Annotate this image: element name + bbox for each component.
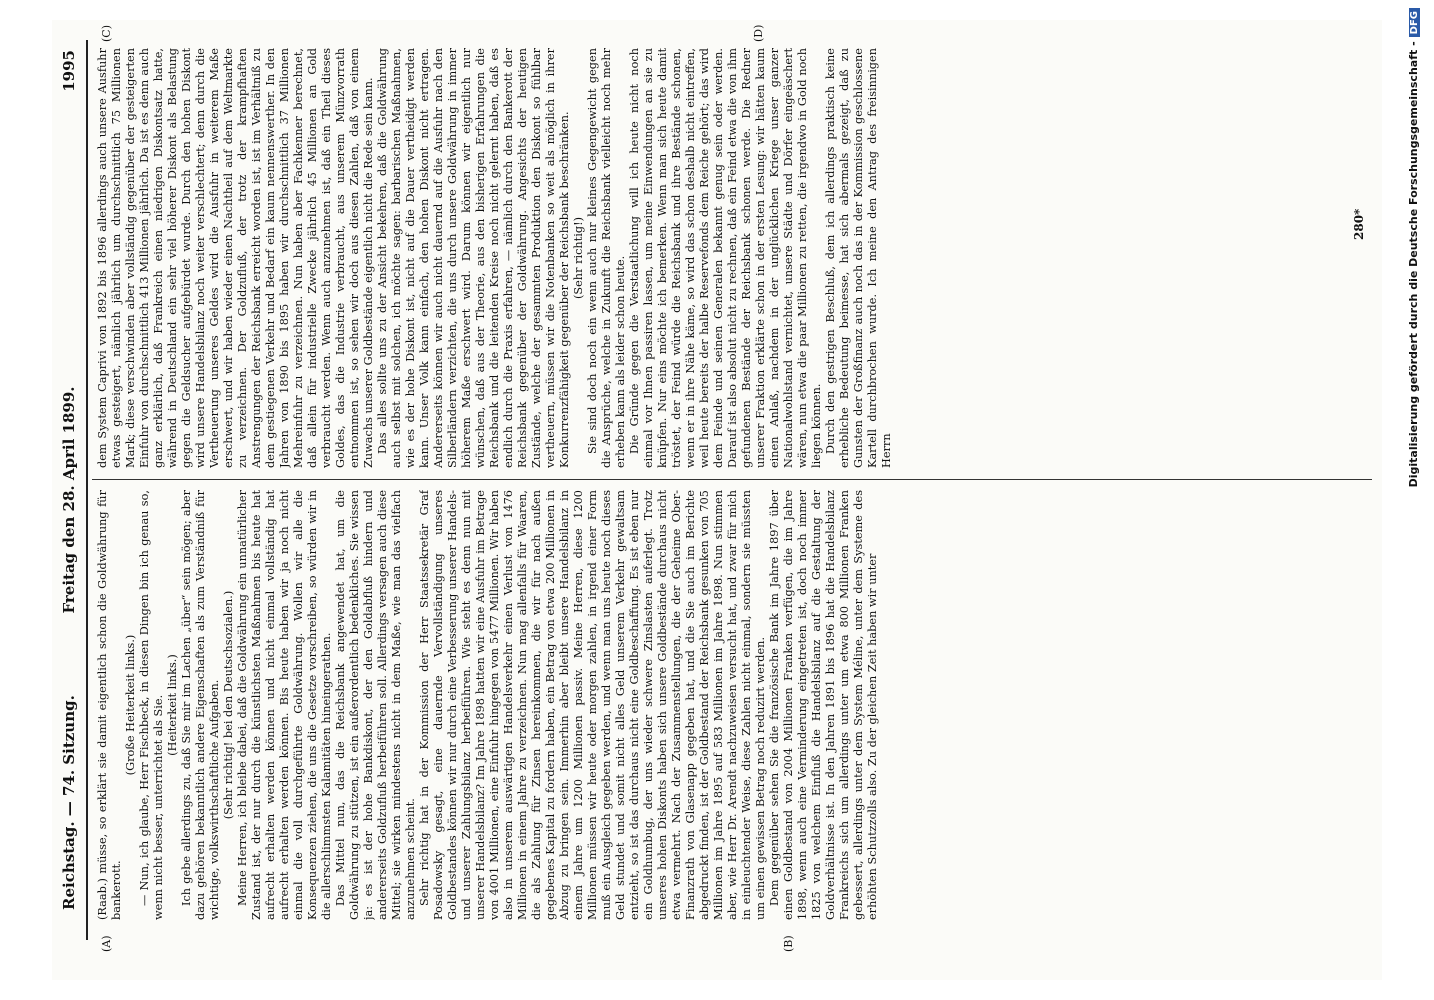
paragraph: Ich gebe allerdings zu, daß Sie mir im Lachen „über“ sein mögen; aber dazu gehören bekanntlich andere Eigenschaften als zum Verständniß für wichtige, volkswirthschaftliche Aufgaben. bbox=[180, 490, 221, 920]
interjection-line: (Sehr richtig! bei den Deutschsozialen.) bbox=[222, 590, 235, 820]
paragraph: Sehr richtig hat in der Kommission der Herr Staatssekretär Graf Posadowsky gesagt, eine dauernde Vervollständigung unseres Goldbestandes können wir nur durch eine Verbesserung unserer Handels- und unserer Zahlungsbilanz herbeiführen. Wie steht es denn nun mit unserer Handelsbilanz? Im Jahre 1898 hatten wir eine Ausfuhr im Betrage von 4001 Millionen, eine Einfuhr hingegen von 5477 Millionen. Wir haben also in unserem auswärtigen Handelsverkehr einen Verlust von 1476 Millionen in einem Jahre zu verzeichnen. Nun mag allenfalls für Waaren, die als Zahlung für Zinsen hereinkommen, die wir für nach außen gegebenes Kapital zu fordern haben, ein Betrag von etwa 200 Millionen in Abzug zu bringen sein. Immerhin aber bleibt unsere Handelsbilanz in einem Jahre um 1200 Millionen passiv. Meine Herren, diese 1200 Millionen müssen wir heute oder morgen zahlen, in irgend einer Form muß ein Ausgleich gegeben werden, und wenn man uns heute noch dieses Geld stundet und somit nicht alles Geld unserem Verkehr gewaltsam entzieht, so ist das durchaus nicht eine Goldbeschaffung. Es ist eben nur ein Goldhumbug, der uns wieder schwere Zinslasten auferlegt. Trotz unseres hohen Diskonts haben sich unsere Goldbestände durchaus nicht etwa vermehrt. Nach der Zusammenstellungen, die der Geheime Ober-Finanzrath von Glasenapp gegeben hat, und die Sie auch im Berichte abgedruckt finden, ist der Goldbestand der Reichsbank gesunken von 705 Millionen im Jahre 1895 auf 583 Millionen im Jahre 1898. Nun stimmen aber, wie Herr Dr. Arendt nachzuweisen versucht hat, und zwar für mich in einleuchtender Weise, diese Zahlen nicht einmal, sondern sie müssten um einen gewissen Betrag noch reduzirt werden. bbox=[418, 490, 767, 920]
left-text-column bbox=[96, 490, 1366, 920]
header-session: Reichstag. — 74. Sitzung. bbox=[60, 695, 78, 910]
dfg-logo: DFG bbox=[1409, 8, 1420, 37]
paragraph: Sie sind doch noch ein wenn auch nur kleines Gegengewicht gegen die Ansprüche, welche in Zukunft die Reichsbank vielleicht noch mehr erheben kann als leider schon heute. bbox=[586, 48, 627, 468]
margin-mark-a: (A) bbox=[100, 935, 113, 952]
paragraph: dem System Caprivi von 1892 bis 1896 allerdings auch unsere Ausfuhr etwas gesteigert, nämlich jährlich um durchschnittlich 75 Millionen Mark; diese verschwinden aber vollständig gegenüber der gesteigerten Einfuhr von durchschnittlich 413 Millionen jährlich. Da ist es denn auch ganz erklärlich, daß Frankreich einen niedrigen Diskontsatz hatte, während in Deutschland ein sehr viel höherer Diskont als Belastung gegen die Geldsucher aufgebürdet wurde. Durch den hohen Diskont wird unsere Handelsbilanz noch weiter verschlechtert; denn durch die Vertheuerung unseres Geldes wird die Ausfuhr in weiterem Maße erschwert, und wir haben wieder einen Nachtheil auf dem Weltmarkte zu verzeichnen. Der Goldzufluß, der trotz der krampfhaften Anstrengungen der Reichsbank erreicht worden ist, ist im Verhältniß zu dem gestiegenen Verkehr und Bedarf ein kaum nennenswerther. In den Jahren von 1890 bis 1895 haben wir durchschnittlich 37 Millionen Mehreinfuhr zu verzeichnen. Nun haben aber Fachkenner berechnet, daß allein für industrielle Zwecke jährlich 45 Millionen an Gold verbraucht werden. Wenn auch anzunehmen ist, daß ein Theil dieses Goldes, das die Industrie verbraucht, aus unserem Münzvorrath entnommen ist, so sehen wir doch aus diesen Zahlen, daß von einem Zuwachs unserer Goldbestände eigentlich nicht die Rede sein kann. bbox=[96, 48, 375, 468]
margin-mark-d: (D) bbox=[752, 24, 765, 42]
paragraph: Meine Herren, ich bleibe dabei, daß die Goldwährung ein unnatürlicher Zustand ist, der nur durch die künstlichsten Maßnahmen bis heute hat aufrecht erhalten werden können und nicht einmal vollständig hat aufrecht erhalten werden können. Bis heute haben wir ja noch nicht einmal die voll durchgeführte Goldwährung. Wollen wir alle die Konsequenzen ziehen, die uns die Gesetze vorschreiben, so würden wir in die allerschlimmsten Kalamitäten hineingerathen. bbox=[236, 490, 333, 920]
footer-page-number: 280* bbox=[1352, 208, 1366, 240]
column-divider bbox=[92, 479, 1372, 480]
paragraph: Das Mittel nun, das die Reichsbank angewendet hat, um die Goldwährung zu stützen, ist ein außerordentlich bedenkliches. Sie wissen ja: es ist der hohe Bankdiskont, der den Goldabfluß hindern und andererseits Goldzufluß herbeiführen soll. Allerdings versagen auch diese Mittel; sie wirken mindestens nicht in dem Maße, wie man das vielfach anzunehmen scheint. bbox=[334, 490, 417, 920]
paragraph: (Raab.) müsse, so erklärt sie damit eigentlich schon die Goldwährung für bankerott. bbox=[96, 490, 123, 920]
interjection-line: (Heiterkeit links.) bbox=[166, 654, 179, 756]
paragraph: Durch den gestrigen Beschluß, dem ich allerdings praktisch keine erhebliche Bedeutung beimesse, hat sich abermals gezeigt, daß zu Gunsten der Großfinanz auch noch das in der Kommission geschlossene Kartell durchbrochen wurde. Ich meine den Antrag des freisinnigen Herrn bbox=[824, 48, 893, 468]
header-page-number: 1995 bbox=[60, 50, 78, 92]
interjection-line: (Sehr richtig!) bbox=[572, 216, 585, 300]
interjection-line: (Große Heiterkeit links.) bbox=[124, 634, 137, 776]
digitization-credit-text: Digitalisierung gefördert durch die Deutsche Forschungsgemeinschaft - bbox=[1407, 41, 1420, 488]
header-rule bbox=[86, 40, 88, 940]
paragraph: Die Gründe gegen die Verstaatlichung will ich heute nicht noch einmal vor Ihnen passiren lassen, um meine Einwendungen an sie zu knüpfen. Nur eins möchte ich bemerken. Wenn man sich heute damit tröstet, der Feind würde die Reichsbank und ihre Bestände schonen, wenn er in ihre Nähe käme, so wird das schon deshalb nicht eintreffen, weil heute bereits der halbe Reservefonds dem Reiche gehört; das wird dem Feinde und seinen Generalen bekannt genug sein oder werden. Darauf ist also absolut nicht zu rechnen, daß ein Feind etwa die von ihm gefundenen Bestände der Reichsbank schonen werde. Die Redner unserer Fraktion erklärte schon in der ersten Lesung: wir hätten kaum einen Anlaß, nachdem in der unglücklichen Kriege unser ganzer Nationalwohlstand vernichtet, unsere Städte und Dörfer eingeäschert wären, nun etwa die paar Millionen zu retten, die irgendwo in Gold noch liegen können. bbox=[628, 48, 823, 468]
margin-mark-b: (B) bbox=[782, 935, 795, 952]
right-text-column bbox=[96, 48, 1366, 468]
header-date: Freitag den 28. April 1899. bbox=[60, 386, 78, 614]
paragraph: Das alles sollte uns zu der Ansicht bekehren, daß die Goldwährung auch selbst mit solchen, ich möchte sagen: barbarischen Maßnahmen, wie es der hohe Diskont ist, nicht auf die Dauer vertheidigt werden kann. Unser Volk kann einfach, den hohen Diskont nicht ertragen. Andererseits können wir auch nicht dauernd auf die Ausfuhr nach den Silberländern verzichten, die uns durch unsere Goldwährung in immer höherem Maße erschwert wird. Darum können wir eigentlich nur wünschen, daß aus der Theorie, aus den bisherigen Erfahrungen die Reichsbank und die leitenden Kreise noch nicht gelernt haben, daß es endlich durch die Praxis erfahren, — nämlich durch den Bankerott der Reichsbank gegenüber der Goldwährung. Angesichts der heutigen Zustände, welche der gesammten Produktion den Diskont so fühlbar vertheuern, müssen wir die Notenbanken so weit als möglich in ihrer Konkurrenzfähigkeit gegenüber der Reichsbank beschränken. bbox=[376, 48, 571, 468]
rotated-newspaper-page bbox=[52, 20, 1382, 980]
digitization-credit bbox=[1407, 0, 1427, 1000]
paragraph: — Nun, ich glaube, Herr Fischbeck, in diesen Dingen bin ich genau so, wenn nicht besser, unterrichtet als Sie. bbox=[138, 490, 165, 920]
margin-mark-c: (C) bbox=[100, 25, 113, 42]
paragraph: Dem gegenüber sehen Sie die französische Bank im Jahre 1897 über einen Goldbestand von 2004 Millionen Franken verfügen, die im Jahre 1898, wenn auch eine Verminderung eingetreten ist, doch noch immer 1825 von welchem Einfluß die Handelsbilanz auf die Gestaltung der Goldverhältnisse ist. In den Jahren 1891 bis 1896 hat die Handelsbilanz Frankreichs sich um allerdings unter um etwa 800 Millionen Franken gebessert, allerdings unter dem System Méline, unter dem Systeme des erhöhten Schutzzolls also. Zu der gleichen Zeit haben wir unter bbox=[768, 490, 879, 920]
